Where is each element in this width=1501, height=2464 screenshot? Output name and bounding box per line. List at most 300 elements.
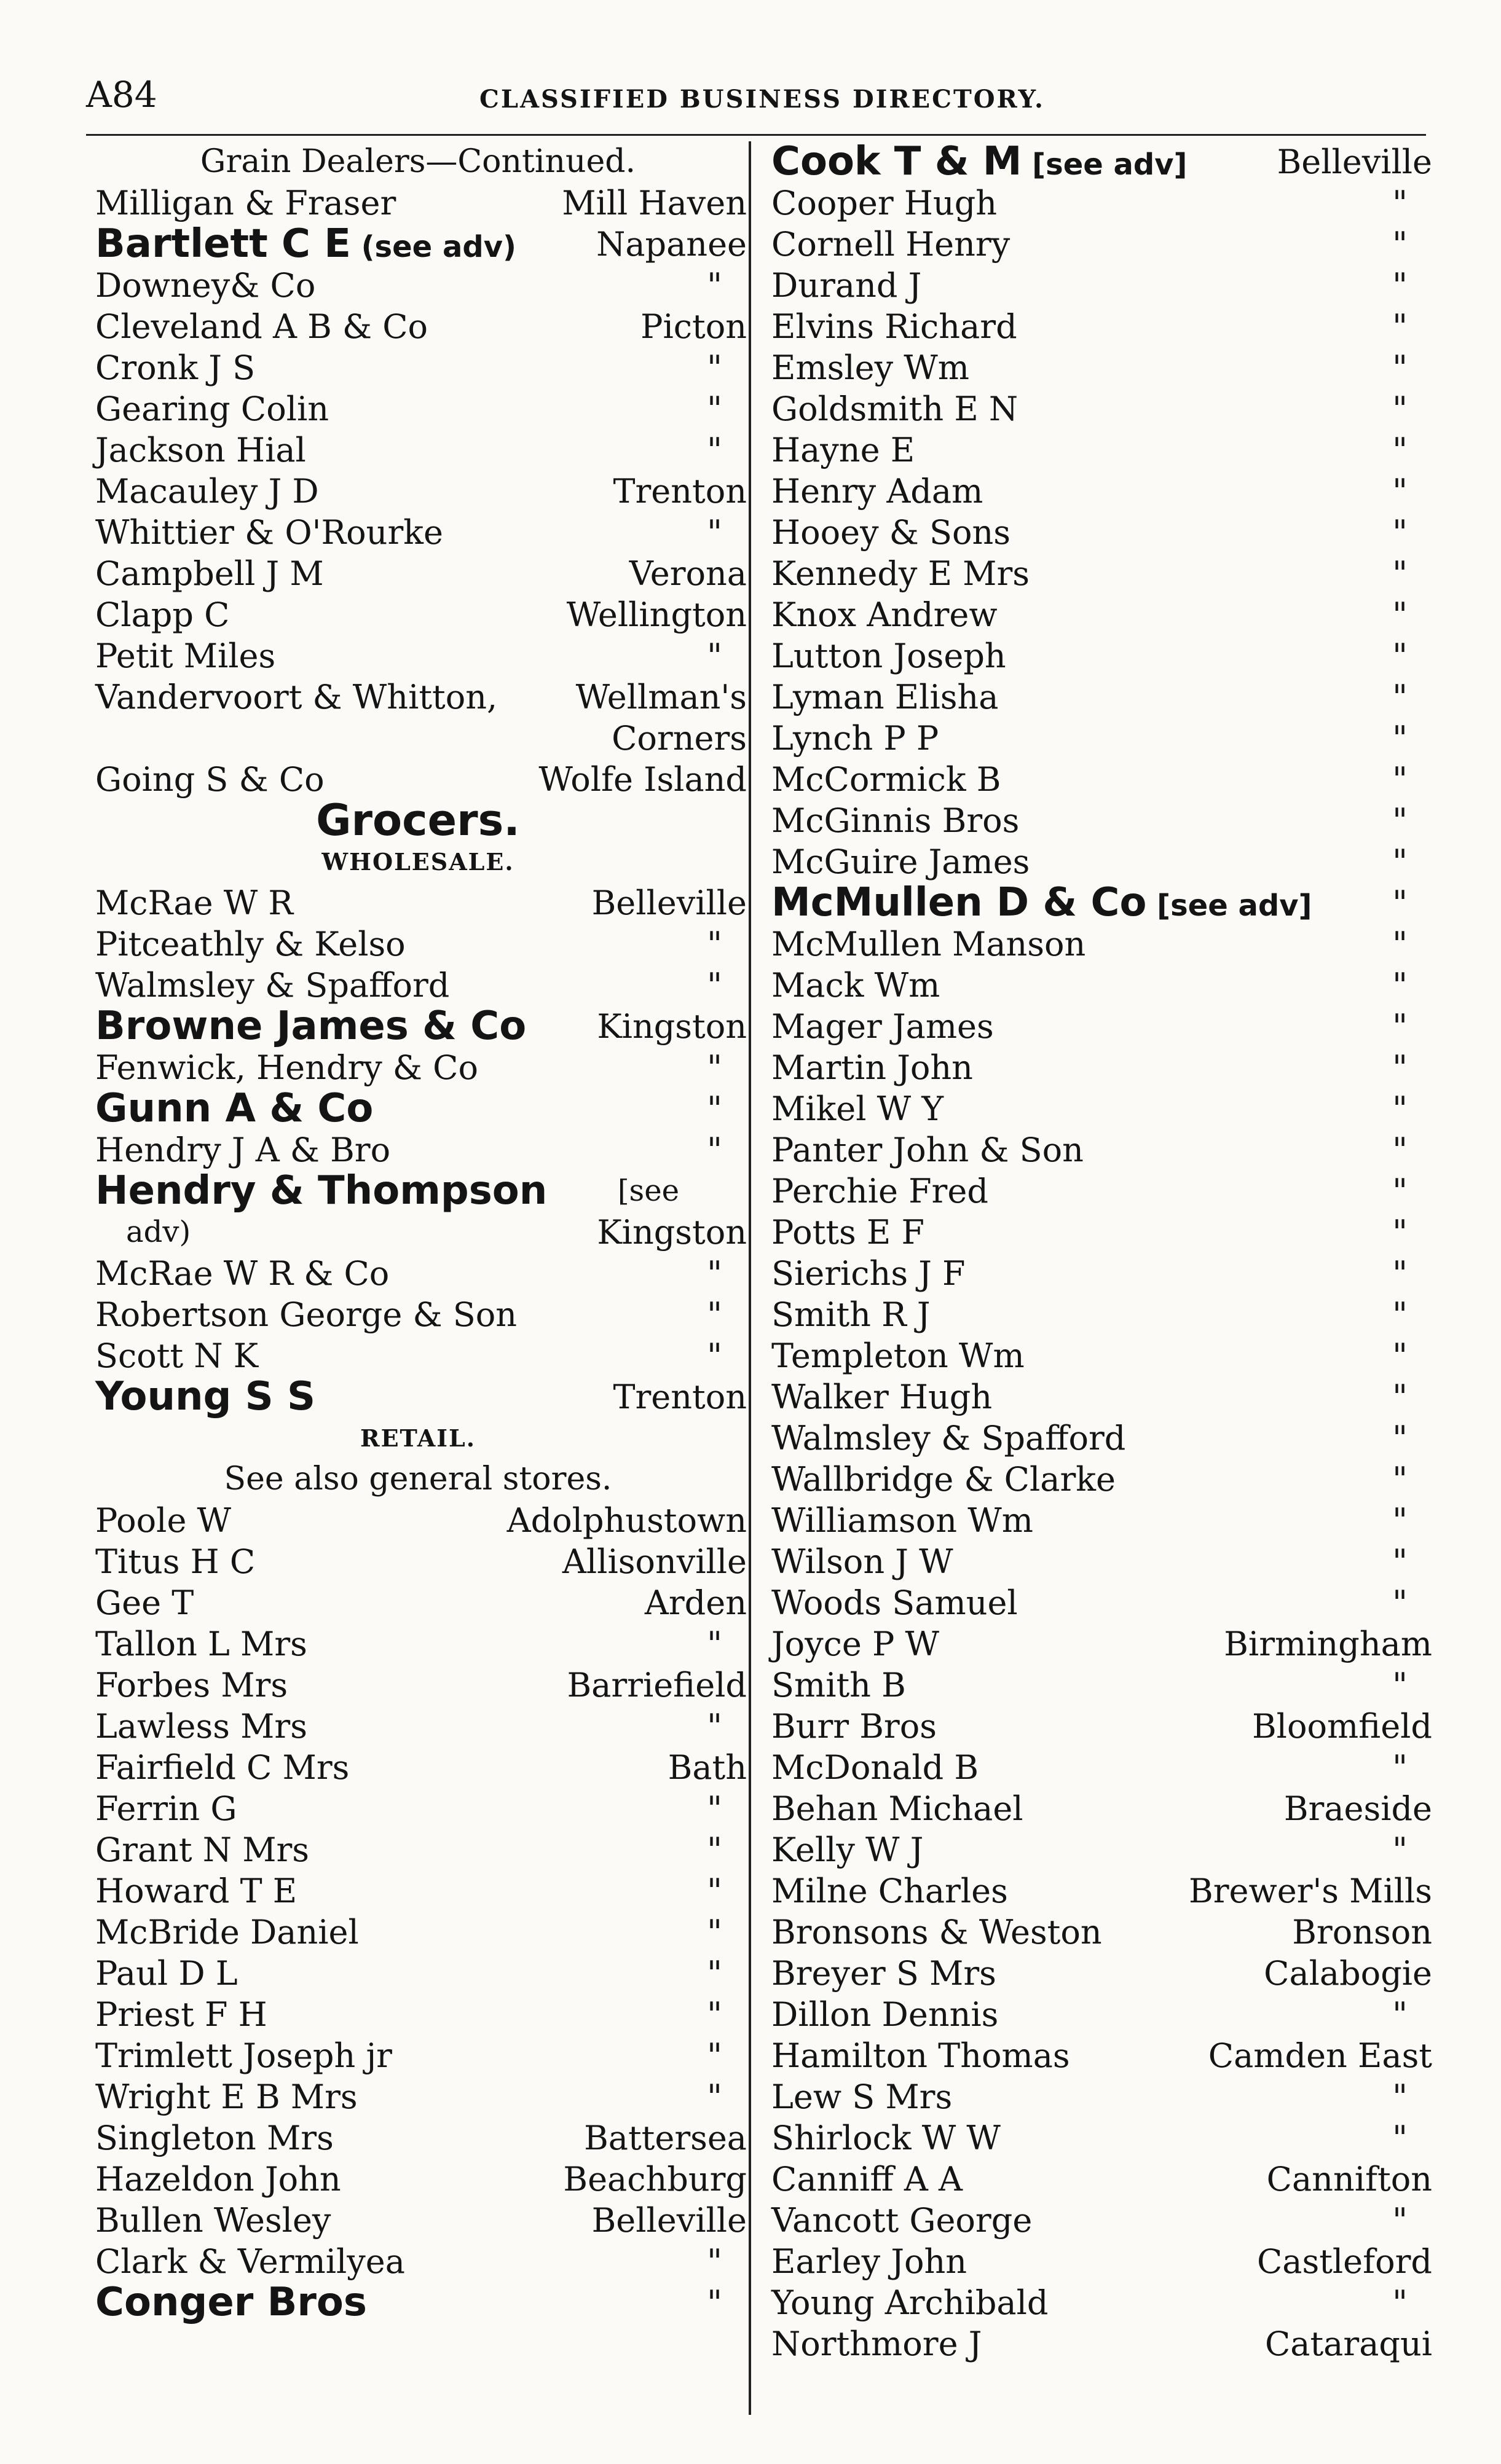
entry-name: Wallbridge & Clarke (771, 1460, 1116, 1499)
entry-place: Wellington (566, 595, 747, 634)
entry-name: Young S S (95, 1374, 316, 1419)
list-item (765, 1253, 1432, 1294)
entry-name: Williamson Wm (771, 1501, 1033, 1540)
entry-name: Campbell J M (95, 554, 324, 593)
entry-name: Cleveland A B & Co (95, 307, 428, 346)
list-item (89, 1500, 747, 1541)
entry-name: Petit Miles (95, 637, 276, 675)
entry-place: " (707, 2283, 722, 2322)
list-item (765, 1088, 1432, 1129)
entry-place: Mill Haven (562, 184, 747, 222)
list-item (89, 1788, 747, 1829)
entry-name: Bronsons & Weston (771, 1913, 1102, 1952)
list-item (89, 1335, 747, 1376)
list-item (89, 1047, 747, 1088)
list-item (765, 2035, 1432, 2076)
list-item (765, 1376, 1432, 1418)
entry-place: Calabogie (1264, 1954, 1432, 1993)
entry-name: Kelly W J (771, 1830, 924, 1869)
list-item (765, 965, 1432, 1006)
list-item (89, 1088, 747, 1129)
list-item (89, 2076, 747, 2117)
list-item (89, 1541, 747, 1582)
entry-place: Adolphustown (506, 1501, 747, 1540)
entry-name: Northmore J (771, 2325, 982, 2363)
entry-place: " (707, 1954, 722, 1993)
entry-name: Durand J (771, 266, 922, 305)
entry-name: Bullen Wesley (95, 2201, 331, 2240)
list-item (89, 265, 747, 306)
list-item (89, 2200, 747, 2241)
list-item (89, 882, 747, 924)
entry-name: McBride Daniel (95, 1913, 359, 1952)
entry-name: Young Archibald (771, 2283, 1049, 2322)
list-item (765, 1500, 1432, 1541)
entry-place: " (707, 2078, 722, 2116)
entry-place: " (1392, 1336, 1408, 1375)
entry-place: Belleville (591, 884, 747, 922)
entry-place: " (707, 2036, 722, 2075)
list-item (89, 512, 747, 553)
entry-name: Milne Charles (771, 1872, 1008, 1910)
entry-name: Sierichs J F (771, 1254, 966, 1293)
entry-place: " (1392, 1295, 1408, 1334)
list-item (765, 306, 1432, 347)
entry-name: Gearing Colin (95, 390, 329, 428)
list-item (89, 1294, 747, 1335)
entry-name: McGuire James (771, 842, 1030, 881)
entry-name: Mack Wm (771, 966, 940, 1005)
list-item (89, 1003, 747, 1049)
entry-name: Downey& Co (95, 266, 316, 305)
entry-place: Beachburg (563, 2160, 747, 2199)
list-item (89, 1582, 747, 1623)
entry-place: " (707, 1872, 722, 1910)
entry-place: " (1392, 678, 1408, 716)
entry-place: Battersea (584, 2119, 747, 2157)
list-item (765, 430, 1432, 471)
entry-name: Gee T (95, 1583, 194, 1622)
entry-name: Dillon Dennis (771, 1995, 999, 2034)
running-title: CLASSIFIED BUSINESS DIRECTORY. (479, 85, 1045, 114)
list-item (765, 594, 1432, 635)
entry-place: " (1392, 1419, 1408, 1458)
entry-place: " (707, 1625, 722, 1663)
entry-place: " (1392, 2201, 1408, 2240)
entry-name: Conger Bros (95, 2280, 367, 2325)
entry-place: " (707, 637, 722, 675)
entry-place: Arden (644, 1583, 747, 1622)
entry-name: Lew S Mrs (771, 2078, 953, 2116)
list-item (89, 221, 747, 267)
entry-place: " (707, 925, 722, 963)
entry-place: Bloomfield (1252, 1707, 1432, 1746)
wholesale-heading: WHOLESALE. (321, 848, 514, 876)
entry-place: " (707, 2242, 722, 2281)
entry-place: " (1392, 348, 1408, 387)
entry-place: " (1392, 1048, 1408, 1087)
entry-name: Whittier & O'Rourke (95, 513, 443, 552)
list-item (765, 1747, 1432, 1788)
list-item: Going S & Co Wolfe Island (95, 760, 747, 799)
entry-place: " (1392, 1666, 1408, 1705)
entry-place: " (1392, 925, 1408, 963)
list-item (89, 1706, 747, 1747)
entry-place: " (1392, 554, 1408, 593)
entry-name: Howard T E (95, 1872, 297, 1910)
entry-name: Earley John (771, 2242, 967, 2281)
entry-name: Emsley Wm (771, 348, 969, 387)
entry-name: Hamilton Thomas (771, 2036, 1070, 2075)
entry-place: " (707, 1789, 722, 1828)
entry-place: " (707, 1995, 722, 2034)
page-header (0, 74, 1501, 129)
entry-place: " (1392, 719, 1408, 758)
entry-name: Clapp C (95, 595, 230, 634)
entry-name: Hazeldon John (95, 2160, 341, 2199)
list-item (765, 1541, 1432, 1582)
entry-name: Hooey & Sons (771, 513, 1011, 552)
retail-list (89, 1500, 747, 2323)
list-item (765, 1870, 1432, 1912)
entry-name: Breyer S Mrs (771, 1954, 996, 1993)
list-item (765, 2241, 1432, 2282)
list-item (765, 471, 1432, 512)
entry-name: Potts E F (771, 1213, 924, 1252)
entry-place: " (1392, 1542, 1408, 1581)
entry-name: Ferrin G (95, 1789, 237, 1828)
entry-name: Forbes Mrs (95, 1666, 288, 1705)
list-item (89, 182, 747, 224)
entry-place: " (1392, 595, 1408, 634)
page-number: A84 (86, 74, 157, 116)
entry-place: " (1392, 513, 1408, 552)
entry-place: Cannifton (1266, 2160, 1432, 2199)
list-item (765, 1994, 1432, 2035)
entry-name: Walker Hugh (771, 1378, 993, 1416)
entry-note: (see adv) (350, 230, 516, 264)
list-item (765, 1706, 1432, 1747)
entry-place: Belleville (591, 2201, 747, 2240)
list-item (765, 347, 1432, 388)
entry-name: Knox Andrew (771, 595, 998, 634)
entry-place: " (1392, 307, 1408, 346)
entry-place: " (707, 1048, 722, 1087)
entry-place: " (1392, 1583, 1408, 1622)
list-item (89, 2035, 747, 2076)
entry-name: Poole W (95, 1501, 232, 1540)
list-item (89, 347, 747, 388)
list-item (89, 1829, 747, 1870)
entry-place: Brewer's Mills (1189, 1872, 1432, 1910)
entry-name: Joyce P W (771, 1625, 940, 1663)
list-item (89, 2117, 747, 2159)
list-item (765, 1418, 1432, 1459)
entry-place: Cataraqui (1264, 2325, 1432, 2363)
entry-name: Pitceathly & Kelso (95, 925, 406, 963)
list-item (89, 635, 747, 677)
entry-name: Milligan & Fraser (95, 184, 396, 222)
entry-name: Martin John (771, 1048, 973, 1087)
entry-name: Vancott George (771, 2201, 1033, 2240)
entry-name: Smith R J (771, 1295, 931, 1334)
entry-name: Fairfield C Mrs (95, 1748, 350, 1787)
list-item (765, 1047, 1432, 1088)
entry-place: " (1392, 2078, 1408, 2116)
entry-place: " (707, 1913, 722, 1952)
list-item (765, 1912, 1432, 1953)
entry-name: Lynch P P (771, 719, 939, 758)
entry-place: " (1392, 1089, 1408, 1128)
list-item (89, 430, 747, 471)
retail-heading: RETAIL. (360, 1424, 476, 1452)
wholesale-list-continued (89, 1253, 747, 1418)
entry-note: [see adv] (1146, 889, 1312, 923)
list-item (765, 635, 1432, 677)
entry-place: " (707, 390, 722, 428)
list-item (765, 1129, 1432, 1171)
list-item (765, 718, 1432, 759)
entry-name: Elvins Richard (771, 307, 1017, 346)
entry-place: " (1392, 842, 1408, 881)
entry-note: [see adv] (1022, 147, 1188, 182)
list-item (89, 388, 747, 430)
entry-name: Behan Michael (771, 1789, 1023, 1828)
entry-place: " (1392, 1172, 1408, 1210)
list-item (765, 1171, 1432, 1212)
list-item (765, 677, 1432, 718)
list-item (89, 2282, 747, 2323)
list-item (89, 1870, 747, 1912)
entry-place: Trenton (613, 1378, 747, 1416)
list-item (765, 841, 1432, 882)
entry-name: Walmsley & Spafford (95, 966, 450, 1005)
list-item (765, 141, 1432, 182)
entry-place: Verona (629, 554, 747, 593)
entry-place: " (1392, 1378, 1408, 1416)
entry-place: " (1392, 2119, 1408, 2157)
entry-name: McGinnis Bros (771, 801, 1020, 840)
list-item (765, 1006, 1432, 1047)
entry-place: " (1392, 1995, 1408, 2034)
entry-place: " (1392, 431, 1408, 469)
entry-place: " (707, 1336, 722, 1375)
entry-name: Fenwick, Hendry & Co (95, 1048, 478, 1087)
entry-name: Lawless Mrs (95, 1707, 307, 1746)
entry-name: Woods Samuel (771, 1583, 1018, 1622)
list-item (89, 1665, 747, 1706)
entry-place: " (707, 348, 722, 387)
list-item (765, 2323, 1432, 2364)
list-item (765, 2282, 1432, 2323)
list-item (765, 388, 1432, 430)
entry-name: Cronk J S (95, 348, 256, 387)
list-item (89, 553, 747, 594)
entry-name: Smith B (771, 1666, 906, 1705)
entry-name: Hayne E (771, 431, 915, 469)
list-item (765, 1459, 1432, 1500)
entry-place: Barriefield (567, 1666, 747, 1705)
header-rule (86, 134, 1426, 136)
entry-place: " (707, 266, 722, 305)
right-column (765, 141, 1432, 2364)
list-item (89, 2241, 747, 2282)
list-item (765, 1788, 1432, 1829)
entry-place: Napanee (596, 225, 747, 264)
list-item (89, 965, 747, 1006)
entry-name: Trimlett Joseph jr (95, 2036, 392, 2075)
list-item (765, 1829, 1432, 1870)
list-item (89, 1623, 747, 1665)
entry-place: " (1392, 1501, 1408, 1540)
list-item (89, 1376, 747, 1418)
continued-heading: Grain Dealers—Continued. (200, 143, 636, 180)
list-item (89, 471, 747, 512)
entry-name: Titus H C (95, 1542, 256, 1581)
entry-place: Belleville (1277, 143, 1432, 181)
list-item (89, 594, 747, 635)
left-column (89, 141, 747, 2323)
entry-name: Wilson J W (771, 1542, 953, 1581)
list-item (765, 924, 1432, 965)
entry-place: " (1392, 637, 1408, 675)
list-item (89, 1747, 747, 1788)
entry-place: Birmingham (1224, 1625, 1432, 1663)
entry-name: Goldsmith E N (771, 390, 1018, 428)
entry-name: Macauley J D (95, 472, 319, 511)
entry-place: Bronson (1292, 1913, 1432, 1952)
entry-place: Braeside (1283, 1789, 1432, 1828)
entry-name: Walmsley & Spafford (771, 1419, 1126, 1458)
entry-name: Scott N K (95, 1336, 259, 1375)
wholesale-list (89, 882, 747, 1129)
list-item: Hendry & Thompson [see adv) Kingston (95, 1168, 747, 1252)
entry-name: Panter John & Son (771, 1131, 1084, 1169)
entry-name: Perchie Fred (771, 1172, 988, 1210)
list-item (765, 1335, 1432, 1376)
grocers-heading: Grocers. (316, 795, 520, 846)
entry-place: " (707, 1089, 722, 1128)
entry-place: " (1392, 1007, 1408, 1046)
entry-place: " (1392, 1460, 1408, 1499)
list-item (765, 1953, 1432, 1994)
list-item: Hendry J A & Bro " (95, 1131, 722, 1169)
entry-name: Lutton Joseph (771, 637, 1006, 675)
entry-place: " (707, 431, 722, 469)
entry-name: Shirlock W W (771, 2119, 1001, 2157)
entry-name: McRae W R & Co (95, 1254, 390, 1293)
entry-name: Burr Bros (771, 1707, 937, 1746)
entry-place: " (1392, 472, 1408, 511)
list-item (765, 2076, 1432, 2117)
entry-name: Browne James & Co (95, 1003, 527, 1049)
entry-place: " (707, 1830, 722, 1869)
entry-name: McRae W R (95, 884, 294, 922)
list-item (765, 1582, 1432, 1623)
list-item (765, 224, 1432, 265)
entry-name: McDonald B (771, 1748, 979, 1787)
entry-name: Templeton Wm (771, 1336, 1025, 1375)
list-item (765, 2200, 1432, 2241)
entry-place: " (707, 966, 722, 1005)
list-item (765, 1212, 1432, 1253)
entry-name: Jackson Hial (95, 431, 306, 469)
entry-place: " (707, 1707, 722, 1746)
entry-name: McCormick B (771, 760, 1001, 799)
entry-name: Bartlett C E (see adv) (95, 221, 516, 267)
list-item (89, 306, 747, 347)
list-item (89, 1912, 747, 1953)
entry-name: Paul D L (95, 1954, 238, 1993)
list-item (89, 1953, 747, 1994)
list-item (765, 265, 1432, 306)
entry-name: Gunn A & Co (95, 1086, 374, 1131)
list-item: Vandervoort & Whitton, Wellman's Corners (95, 678, 747, 758)
entry-place: " (1392, 1830, 1408, 1869)
entry-place: " (1392, 1131, 1408, 1169)
entry-name: Clark & Vermilyea (95, 2242, 405, 2281)
list-item (765, 882, 1432, 924)
entry-place: " (1392, 1748, 1408, 1787)
entry-place: " (1392, 884, 1408, 922)
grain-dealers-list (89, 182, 747, 677)
grocers-retail-list (765, 141, 1432, 2364)
entry-name: Cook T & M [see adv] (771, 139, 1188, 184)
entry-place: Camden East (1208, 2036, 1432, 2075)
entry-place: " (1392, 760, 1408, 799)
list-item (765, 2159, 1432, 2200)
retail-note: See also general stores. (224, 1461, 612, 1497)
column-divider (749, 141, 751, 2415)
list-item (765, 1623, 1432, 1665)
list-item (765, 182, 1432, 224)
list-item (89, 1253, 747, 1294)
list-item (765, 512, 1432, 553)
entry-name: Mikel W Y (771, 1089, 944, 1128)
entry-place: " (1392, 801, 1408, 840)
entry-place: " (707, 1254, 722, 1293)
list-item (765, 800, 1432, 841)
entry-place: " (707, 513, 722, 552)
entry-name: Singleton Mrs (95, 2119, 334, 2157)
entry-name: McMullen D & Co [see adv] (771, 880, 1312, 925)
entry-place: Trenton (613, 472, 747, 511)
entry-name: Cooper Hugh (771, 184, 998, 222)
list-item (765, 553, 1432, 594)
entry-place: " (1392, 184, 1408, 222)
entry-name: Mager James (771, 1007, 994, 1046)
entry-name: Canniff A A (771, 2160, 963, 2199)
entry-place: " (707, 1295, 722, 1334)
entry-name: Lyman Elisha (771, 678, 999, 716)
entry-place: Allisonville (562, 1542, 747, 1581)
entry-place: Bath (668, 1748, 747, 1787)
entry-place: " (1392, 390, 1408, 428)
list-item (89, 924, 747, 965)
entry-name: Robertson George & Son (95, 1295, 517, 1334)
entry-place: Castleford (1256, 2242, 1432, 2281)
list-item (765, 1294, 1432, 1335)
entry-name: Priest F H (95, 1995, 267, 2034)
entry-place: " (1392, 2283, 1408, 2322)
entry-place: " (1392, 1254, 1408, 1293)
entry-name: Tallon L Mrs (95, 1625, 307, 1663)
entry-place: " (1392, 1213, 1408, 1252)
list-item (89, 2159, 747, 2200)
entry-name: Kennedy E Mrs (771, 554, 1030, 593)
entry-place: Picton (640, 307, 747, 346)
entry-place: " (1392, 266, 1408, 305)
